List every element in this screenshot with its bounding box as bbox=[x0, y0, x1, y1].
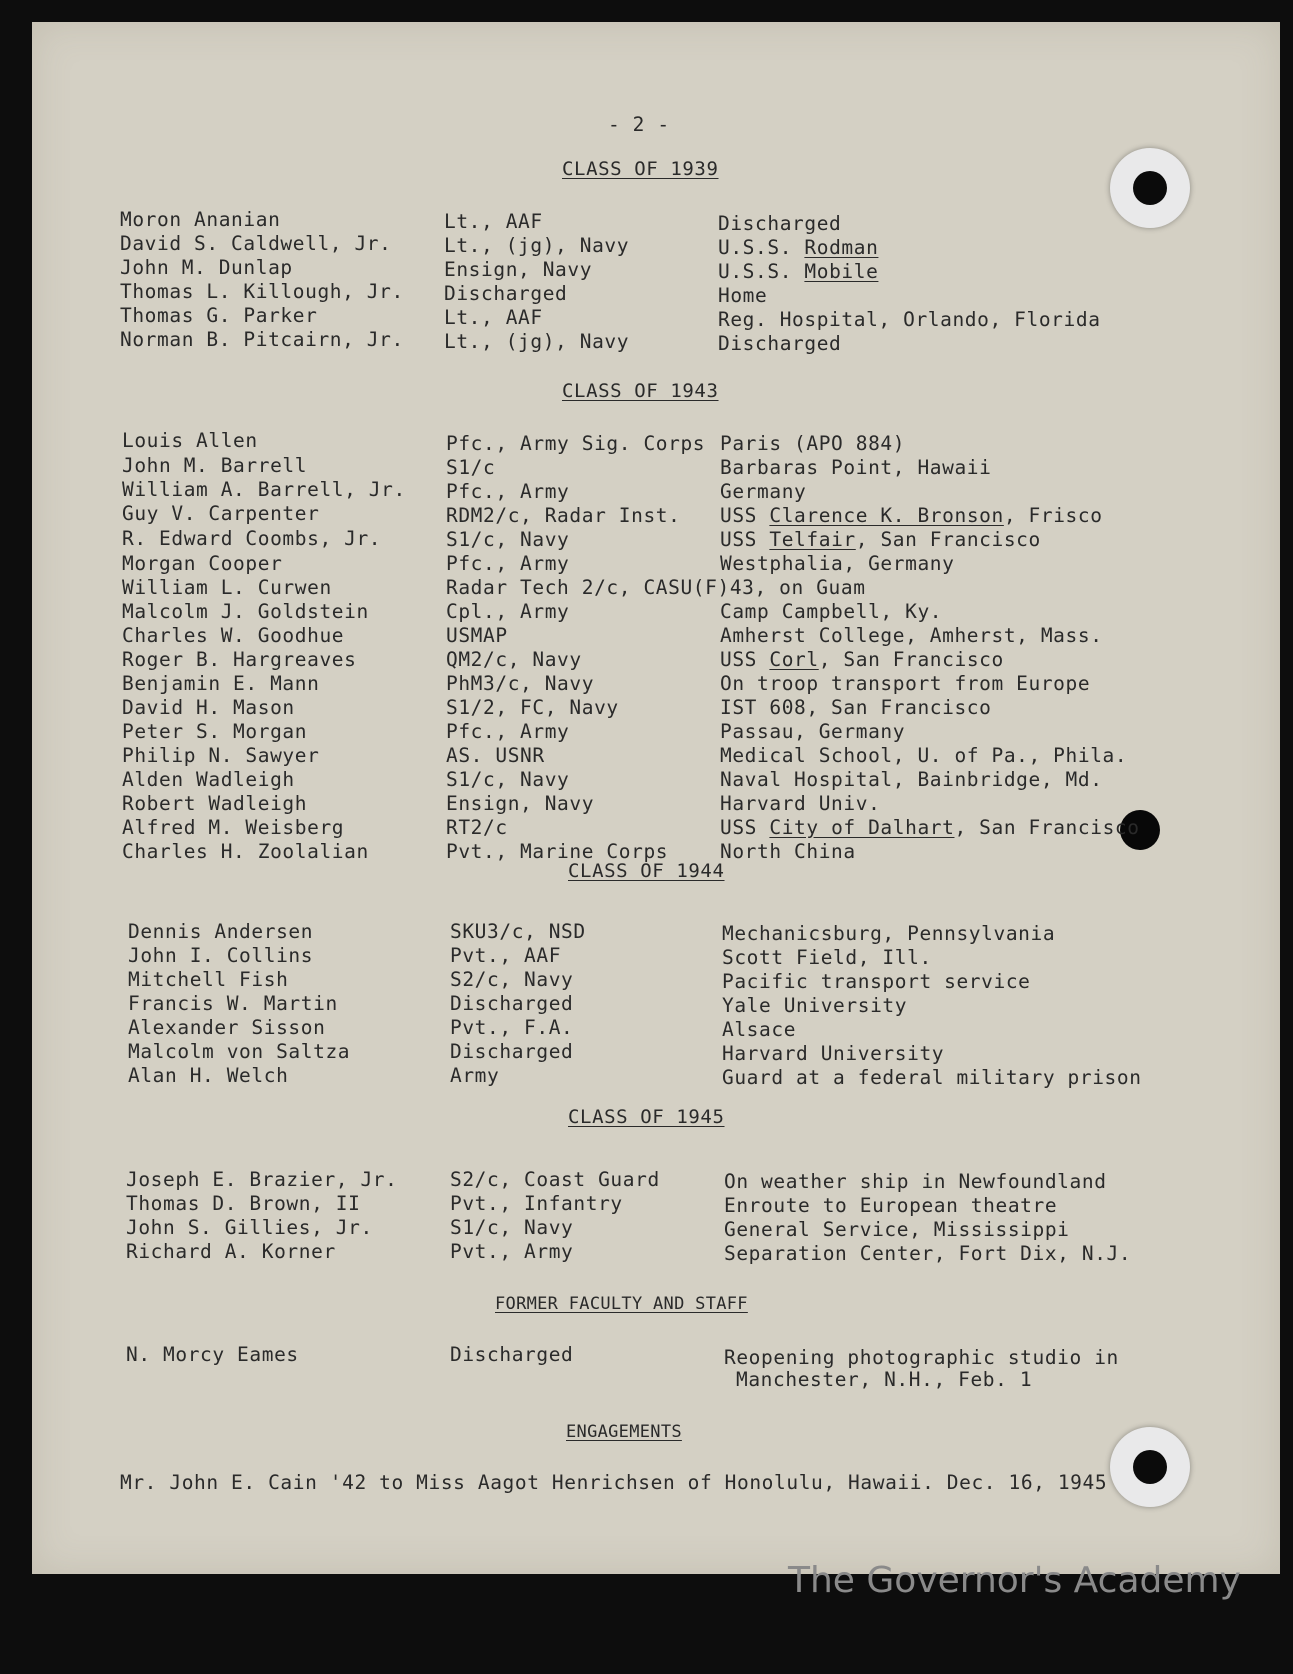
member-status: Yale University bbox=[722, 994, 908, 1017]
member-status: Discharged bbox=[718, 212, 842, 235]
member-name: Guy V. Carpenter bbox=[122, 502, 320, 525]
member-rank: Cpl., Army bbox=[446, 600, 570, 623]
member-rank: Pfc., Army Sig. Corps bbox=[446, 432, 706, 455]
ship-name: Mobile bbox=[804, 260, 879, 283]
member-name: Richard A. Korner bbox=[126, 1240, 336, 1263]
member-name: Alan H. Welch bbox=[128, 1064, 289, 1087]
section-heading-class-1939: CLASS OF 1939 bbox=[562, 158, 719, 180]
member-rank: Pvt., F.A. bbox=[450, 1016, 574, 1039]
member-name: Alfred M. Weisberg bbox=[122, 816, 345, 839]
member-rank: Lt., AAF bbox=[444, 210, 543, 233]
member-status: Guard at a federal military prison bbox=[722, 1066, 1142, 1089]
member-status: USS City of Dalhart, San Francisco bbox=[720, 816, 1140, 839]
member-rank: Pfc., Army bbox=[446, 552, 570, 575]
member-status: Amherst College, Amherst, Mass. bbox=[720, 624, 1103, 647]
member-status: Reg. Hospital, Orlando, Florida bbox=[718, 308, 1101, 331]
member-status-continued: Manchester, N.H., Feb. 1 bbox=[736, 1368, 1033, 1391]
page-number: - 2 - bbox=[608, 113, 670, 136]
member-name: John I. Collins bbox=[128, 944, 314, 967]
member-rank: Pfc., Army bbox=[446, 480, 570, 503]
member-rank: Lt., (jg), Navy bbox=[444, 330, 630, 353]
member-rank: SKU3/c, NSD bbox=[450, 920, 586, 943]
section-heading-engagements: ENGAGEMENTS bbox=[566, 1422, 682, 1442]
member-status: Separation Center, Fort Dix, N.J. bbox=[724, 1242, 1132, 1265]
member-name: Thomas L. Killough, Jr. bbox=[120, 280, 404, 303]
member-status: U.S.S. Rodman bbox=[718, 236, 879, 259]
member-name: N. Morcy Eames bbox=[126, 1343, 299, 1366]
member-status: Home bbox=[718, 284, 768, 307]
member-name: Malcolm von Saltza bbox=[128, 1040, 351, 1063]
member-rank: RT2/c bbox=[446, 816, 508, 839]
member-rank: S2/c, Coast Guard bbox=[450, 1168, 660, 1191]
member-status: Pacific transport service bbox=[722, 970, 1031, 993]
member-rank: S2/c, Navy bbox=[450, 968, 574, 991]
engagement-entry: Mr. John E. Cain '42 to Miss Aagot Henrichsen of Honolulu, Hawaii. Dec. 16, 1945 bbox=[120, 1471, 1108, 1494]
member-name: Alden Wadleigh bbox=[122, 768, 295, 791]
member-rank: S1/c, Navy bbox=[446, 528, 570, 551]
member-name: Alexander Sisson bbox=[128, 1016, 326, 1039]
ship-name: Rodman bbox=[804, 236, 879, 259]
member-rank: Radar Tech 2/c, CASU(F)43, on Guam bbox=[446, 576, 866, 599]
member-rank: Pvt., Infantry bbox=[450, 1192, 623, 1215]
member-name: Morgan Cooper bbox=[122, 552, 283, 575]
member-name: Thomas G. Parker bbox=[120, 304, 318, 327]
member-status: Scott Field, Ill. bbox=[722, 946, 932, 969]
member-name: Joseph E. Brazier, Jr. bbox=[126, 1168, 398, 1191]
member-name: Norman B. Pitcairn, Jr. bbox=[120, 328, 404, 351]
member-status: Naval Hospital, Bainbridge, Md. bbox=[720, 768, 1103, 791]
member-name: Charles W. Goodhue bbox=[122, 624, 345, 647]
member-status: On weather ship in Newfoundland bbox=[724, 1170, 1107, 1193]
ship-name: Clarence K. Bronson bbox=[769, 504, 1004, 527]
ship-name: Telfair bbox=[769, 528, 856, 551]
member-rank: Pfc., Army bbox=[446, 720, 570, 743]
member-status: Passau, Germany bbox=[720, 720, 906, 743]
section-heading-class-1944: CLASS OF 1944 bbox=[568, 860, 725, 882]
member-status: Enroute to European theatre bbox=[724, 1194, 1058, 1217]
member-name: Francis W. Martin bbox=[128, 992, 338, 1015]
member-rank: S1/c, Navy bbox=[450, 1216, 574, 1239]
member-rank: RDM2/c, Radar Inst. bbox=[446, 504, 681, 527]
member-rank: Pvt., Army bbox=[450, 1240, 574, 1263]
member-status: Paris (APO 884) bbox=[720, 432, 906, 455]
member-rank: Lt., AAF bbox=[444, 306, 543, 329]
member-status: Harvard University bbox=[722, 1042, 945, 1065]
member-rank: S1/c bbox=[446, 456, 496, 479]
member-name: Malcolm J. Goldstein bbox=[122, 600, 369, 623]
member-name: Robert Wadleigh bbox=[122, 792, 308, 815]
punch-hole-bottom bbox=[1110, 1427, 1190, 1507]
member-status: General Service, Mississippi bbox=[724, 1218, 1070, 1241]
member-name: Charles H. Zoolalian bbox=[122, 840, 369, 863]
member-name: John M. Barrell bbox=[122, 454, 308, 477]
member-status: On troop transport from Europe bbox=[720, 672, 1091, 695]
member-rank: Army bbox=[450, 1064, 500, 1087]
member-status: USS Telfair, San Francisco bbox=[720, 528, 1041, 551]
member-name: John M. Dunlap bbox=[120, 256, 293, 279]
ship-name: City of Dalhart bbox=[769, 816, 955, 839]
member-name: Louis Allen bbox=[122, 429, 258, 452]
member-name: R. Edward Coombs, Jr. bbox=[122, 527, 382, 550]
section-heading-class-1945: CLASS OF 1945 bbox=[568, 1106, 725, 1128]
member-status: USS Clarence K. Bronson, Frisco bbox=[720, 504, 1103, 527]
member-rank: Lt., (jg), Navy bbox=[444, 234, 630, 257]
member-rank: Discharged bbox=[450, 1343, 574, 1366]
member-name: Dennis Andersen bbox=[128, 920, 314, 943]
punch-hole-top bbox=[1110, 148, 1190, 228]
member-name: Moron Ananian bbox=[120, 208, 281, 231]
member-name: John S. Gillies, Jr. bbox=[126, 1216, 373, 1239]
member-name: Peter S. Morgan bbox=[122, 720, 308, 743]
member-name: David H. Mason bbox=[122, 696, 295, 719]
member-rank: S1/2, FC, Navy bbox=[446, 696, 619, 719]
member-status: Discharged bbox=[718, 332, 842, 355]
member-rank: USMAP bbox=[446, 624, 508, 647]
member-rank: AS. USNR bbox=[446, 744, 545, 767]
member-rank: QM2/c, Navy bbox=[446, 648, 582, 671]
member-rank: Ensign, Navy bbox=[446, 792, 595, 815]
member-status: Westphalia, Germany bbox=[720, 552, 955, 575]
member-status: Mechanicsburg, Pennsylvania bbox=[722, 922, 1056, 945]
member-status: Medical School, U. of Pa., Phila. bbox=[720, 744, 1128, 767]
member-rank: S1/c, Navy bbox=[446, 768, 570, 791]
member-name: William L. Curwen bbox=[122, 576, 332, 599]
member-rank: Ensign, Navy bbox=[444, 258, 593, 281]
member-name: Philip N. Sawyer bbox=[122, 744, 320, 767]
member-status: IST 608, San Francisco bbox=[720, 696, 992, 719]
member-name: David S. Caldwell, Jr. bbox=[120, 232, 392, 255]
member-status: Harvard Univ. bbox=[720, 792, 881, 815]
member-rank: Discharged bbox=[450, 992, 574, 1015]
member-name: Thomas D. Brown, II bbox=[126, 1192, 361, 1215]
member-status: USS Corl, San Francisco bbox=[720, 648, 1004, 671]
member-status: Camp Campbell, Ky. bbox=[720, 600, 943, 623]
member-rank: Discharged bbox=[444, 282, 568, 305]
member-status: North China bbox=[720, 840, 856, 863]
member-status: Alsace bbox=[722, 1018, 797, 1041]
member-status: Germany bbox=[720, 480, 807, 503]
document-page bbox=[32, 22, 1280, 1574]
member-rank: Pvt., Marine Corps bbox=[446, 840, 669, 863]
watermark: The Governor's Academy bbox=[788, 1560, 1241, 1601]
member-status: U.S.S. Mobile bbox=[718, 260, 879, 283]
section-heading-class-1943: CLASS OF 1943 bbox=[562, 380, 719, 402]
member-name: Benjamin E. Mann bbox=[122, 672, 320, 695]
ship-name: Corl bbox=[769, 648, 819, 671]
member-rank: PhM3/c, Navy bbox=[446, 672, 595, 695]
member-status: Reopening photographic studio in bbox=[724, 1346, 1119, 1369]
member-rank: Discharged bbox=[450, 1040, 574, 1063]
member-name: Roger B. Hargreaves bbox=[122, 648, 357, 671]
member-name: William A. Barrell, Jr. bbox=[122, 478, 406, 501]
section-heading-former-faculty: FORMER FACULTY AND STAFF bbox=[495, 1294, 748, 1314]
member-status: Barbaras Point, Hawaii bbox=[720, 456, 992, 479]
member-name: Mitchell Fish bbox=[128, 968, 289, 991]
member-rank: Pvt., AAF bbox=[450, 944, 562, 967]
